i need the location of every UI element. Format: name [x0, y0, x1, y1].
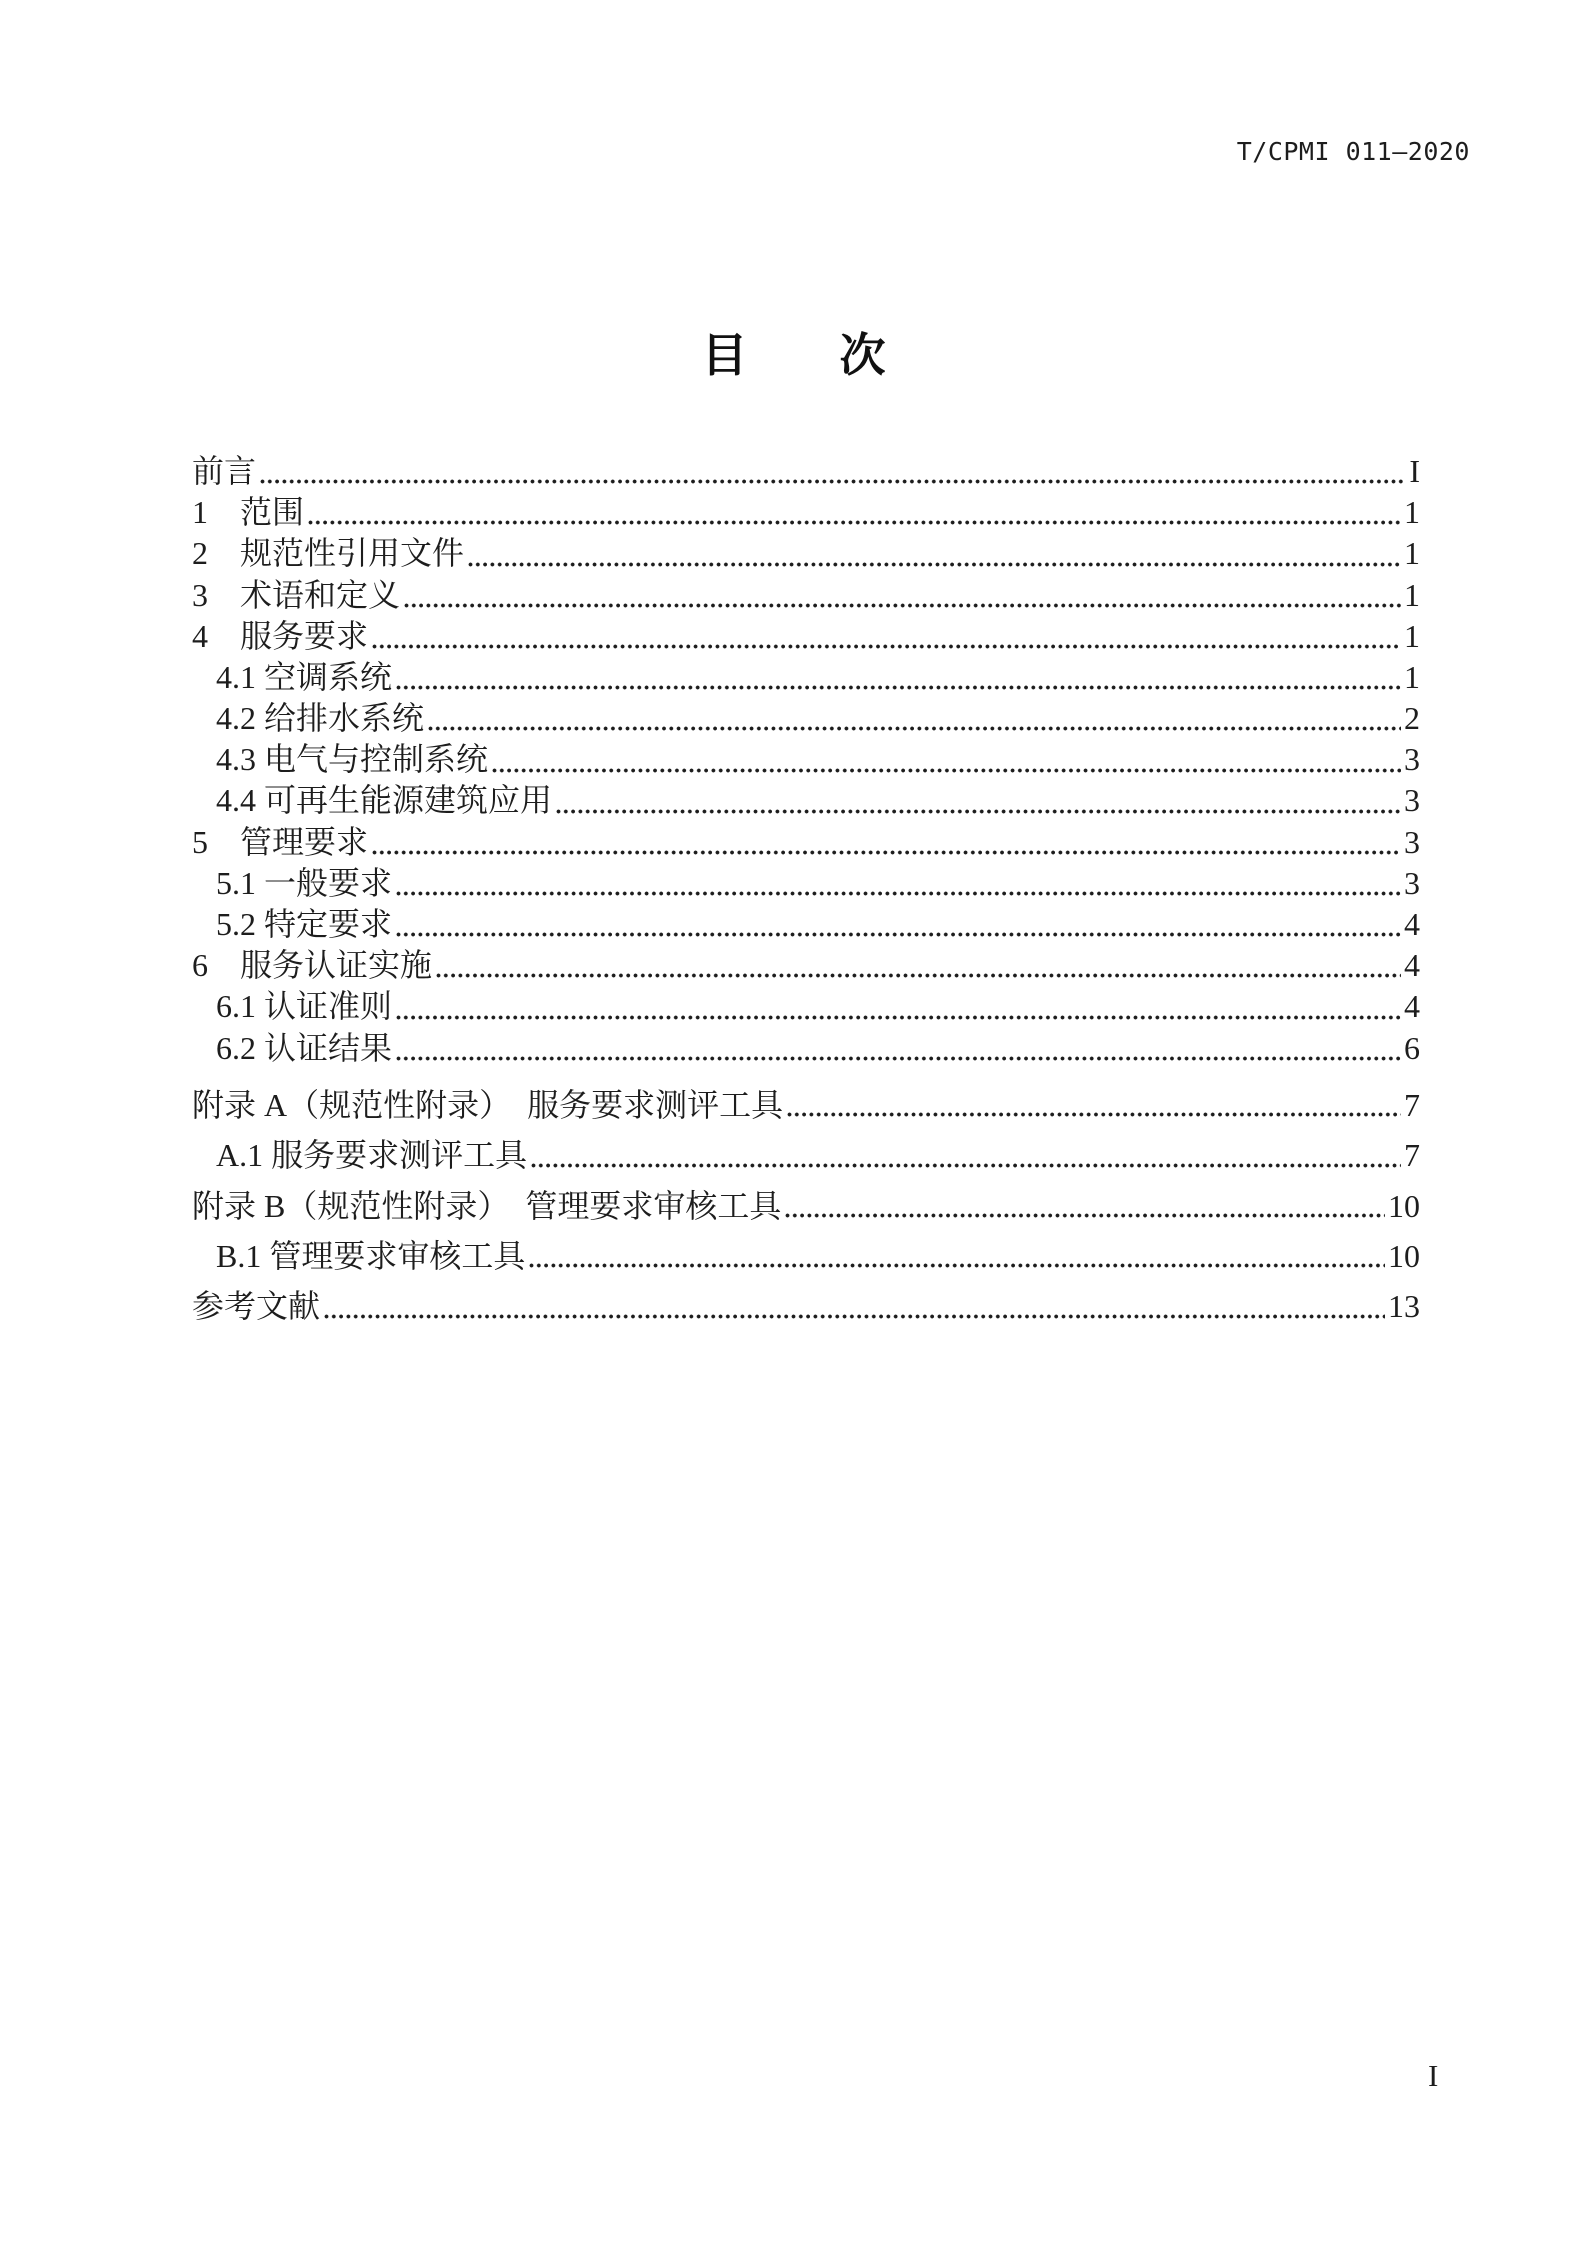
toc-entry-label: 1 范围	[192, 494, 305, 531]
toc-entry-foreword	[192, 451, 1420, 492]
toc-entry-label: 4.1 空调系统	[216, 658, 393, 695]
dot-leader	[404, 603, 1401, 608]
toc-entry-scope	[192, 492, 1420, 533]
dot-leader	[396, 932, 1401, 937]
dot-leader	[396, 685, 1401, 690]
dot-leader	[556, 809, 1401, 814]
toc-entry-appendix-b	[192, 1181, 1420, 1231]
dot-leader	[531, 1163, 1401, 1168]
toc-entry-label: 6 服务认证实施	[192, 947, 433, 984]
toc-entry-label: B.1 管理要求审核工具	[216, 1237, 526, 1274]
dot-leader	[396, 1015, 1401, 1020]
toc-entry-page: 4	[1404, 947, 1420, 984]
dot-leader	[436, 973, 1401, 978]
toc-entry-normative-references	[192, 533, 1420, 574]
toc-entry-page: 4	[1404, 906, 1420, 943]
toc-entry-label: 2 规范性引用文件	[192, 535, 465, 572]
toc-entry-electrical-control-system	[192, 739, 1420, 780]
toc-entry-page: 3	[1404, 864, 1420, 901]
toc-entry-label: 附录 A（规范性附录） 服务要求测评工具	[192, 1086, 784, 1123]
table-of-contents	[192, 451, 1420, 1332]
toc-entry-page: 1	[1404, 535, 1420, 572]
toc-entry-label: 4.3 电气与控制系统	[216, 741, 489, 778]
toc-entry-label: 4.4 可再生能源建筑应用	[216, 782, 553, 819]
toc-entry-certification-results	[192, 1028, 1420, 1069]
toc-entry-appendix-a1	[192, 1130, 1420, 1180]
toc-entry-page: 3	[1404, 741, 1420, 778]
toc-entry-page: 7	[1404, 1086, 1420, 1123]
toc-entry-label: 5.2 特定要求	[216, 906, 393, 943]
dot-leader	[260, 479, 1406, 484]
toc-entry-page: 3	[1404, 782, 1420, 819]
toc-entry-certification-implementation	[192, 945, 1420, 986]
toc-entry-page: 3	[1404, 823, 1420, 860]
toc-entry-label: 4.2 给排水系统	[216, 700, 425, 737]
toc-entry-page: 1	[1404, 658, 1420, 695]
toc-entry-appendix-a	[192, 1080, 1420, 1130]
toc-entry-label: 6.1 认证准则	[216, 988, 393, 1025]
toc-entry-label: A.1 服务要求测评工具	[216, 1137, 528, 1174]
toc-entry-general-requirements	[192, 863, 1420, 904]
dot-leader	[308, 520, 1401, 525]
dot-leader	[787, 1112, 1401, 1117]
dot-leader	[785, 1213, 1385, 1218]
toc-entry-page: 7	[1404, 1137, 1420, 1174]
toc-main-section	[192, 451, 1420, 1069]
toc-entry-label: 5.1 一般要求	[216, 864, 393, 901]
toc-entry-service-requirements	[192, 616, 1420, 657]
toc-entry-label: 附录 B（规范性附录） 管理要求审核工具	[192, 1187, 782, 1224]
toc-entry-label: 3 术语和定义	[192, 576, 401, 613]
dot-leader	[324, 1314, 1385, 1319]
toc-entry-label: 4 服务要求	[192, 617, 369, 654]
standard-code: T/CPMI 011—2020	[1236, 137, 1470, 166]
toc-entry-label: 5 管理要求	[192, 823, 369, 860]
dot-leader	[529, 1263, 1385, 1268]
dot-leader	[396, 891, 1401, 896]
toc-entry-page: 10	[1388, 1237, 1420, 1274]
toc-entry-label: 前言	[192, 452, 257, 489]
dot-leader	[468, 562, 1401, 567]
toc-appendix-section	[192, 1080, 1420, 1332]
dot-leader	[372, 644, 1401, 649]
toc-entry-references	[192, 1281, 1420, 1331]
toc-entry-page: 6	[1404, 1029, 1420, 1066]
dot-leader	[428, 726, 1401, 731]
toc-entry-label: 参考文献	[192, 1288, 321, 1325]
toc-entry-hvac-system	[192, 657, 1420, 698]
toc-entry-specific-requirements	[192, 904, 1420, 945]
toc-entry-page: 13	[1388, 1288, 1420, 1325]
toc-entry-management-requirements	[192, 822, 1420, 863]
toc-entry-page: 1	[1404, 494, 1420, 531]
footer-page-number: I	[1428, 2058, 1439, 2093]
page-title: 目 次	[701, 329, 886, 381]
toc-entry-label: 6.2 认证结果	[216, 1029, 393, 1066]
toc-entry-appendix-b1	[192, 1231, 1420, 1281]
toc-entry-renewable-energy	[192, 781, 1420, 822]
toc-entry-page: 4	[1404, 988, 1420, 1025]
toc-entry-terms-definitions	[192, 575, 1420, 616]
dot-leader	[492, 768, 1401, 773]
toc-entry-page: I	[1409, 452, 1420, 489]
toc-entry-page: 1	[1404, 617, 1420, 654]
toc-entry-page: 10	[1388, 1187, 1420, 1224]
toc-entry-certification-criteria	[192, 986, 1420, 1027]
dot-leader	[372, 850, 1401, 855]
toc-entry-page: 2	[1404, 700, 1420, 737]
toc-entry-water-system	[192, 698, 1420, 739]
dot-leader	[396, 1056, 1401, 1061]
toc-entry-page: 1	[1404, 576, 1420, 613]
